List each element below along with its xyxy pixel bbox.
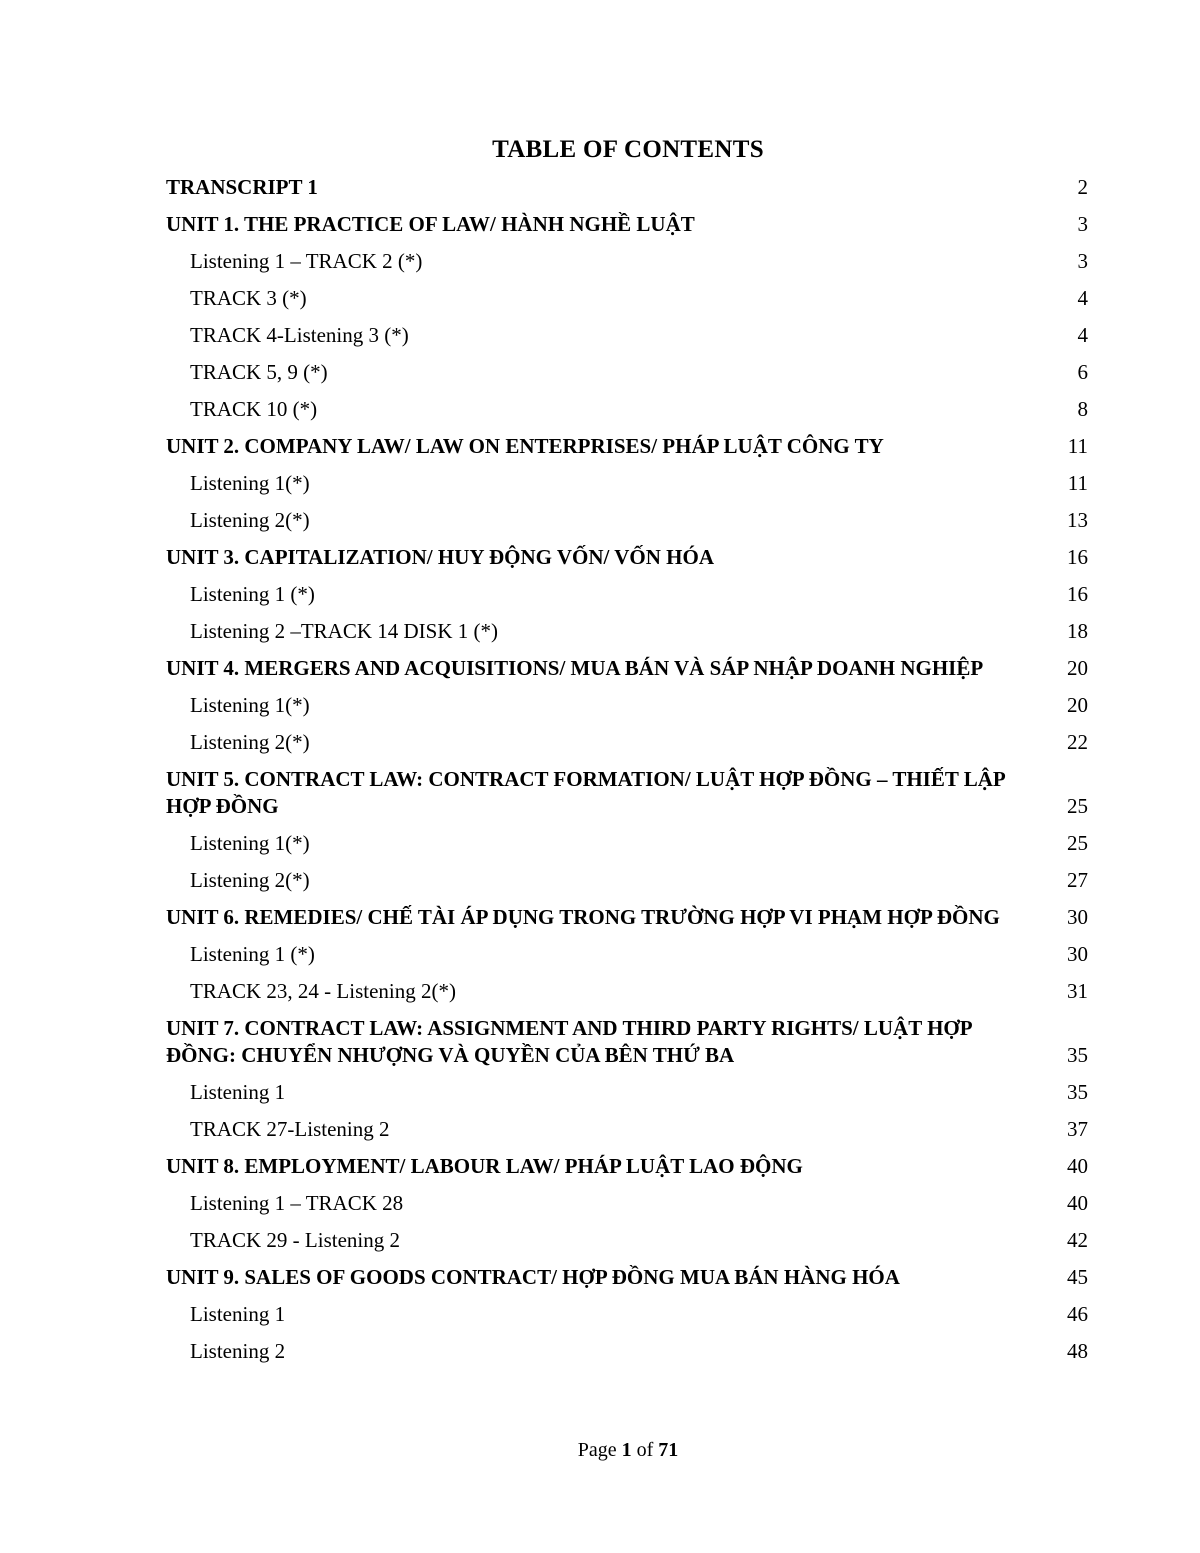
toc-unit-entry[interactable] (166, 170, 1088, 207)
toc-entry-label: Listening 1(*) (190, 693, 310, 717)
toc-dot-leader (166, 1301, 1088, 1328)
toc-dot-leader (166, 1079, 1088, 1106)
toc-page-number: 40 (1067, 1191, 1088, 1215)
toc-page-number: 11 (1067, 434, 1088, 458)
toc-page-number: 13 (1067, 508, 1088, 532)
toc-unit-entry[interactable] (166, 1149, 1088, 1186)
toc-page-number: 30 (1067, 905, 1088, 929)
toc-dot-leader (166, 1338, 1088, 1365)
toc-entry-label: Listening 1(*) (190, 471, 310, 495)
toc-dot-leader (166, 793, 1088, 820)
page-footer (0, 1439, 1200, 1462)
toc-entry-label: TRACK 29 - Listening 2 (190, 1228, 400, 1252)
toc-entry-label: UNIT 5. CONTRACT LAW: CONTRACT FORMATION/ LUẬT HỢP ĐỒNG – THIẾT LẬP HỢP ĐỒNG (166, 767, 1006, 818)
toc-unit-entry[interactable] (166, 900, 1088, 937)
toc-page-number: 2 (1077, 175, 1088, 199)
toc-sub-entry[interactable] (166, 937, 1088, 974)
toc-entry-label: Listening 1 (190, 1302, 286, 1326)
footer-middle: of (631, 1439, 659, 1461)
toc-entry-label: Listening 1 (*) (190, 942, 315, 966)
toc-sub-entry[interactable] (166, 577, 1088, 614)
toc-entry-label: TRACK 3 (*) (190, 286, 307, 310)
toc-sub-entry[interactable] (166, 725, 1088, 762)
toc-page-number: 31 (1067, 979, 1088, 1003)
toc-entry-label: TRACK 4-Listening 3 (*) (190, 323, 409, 347)
toc-entry-label: Listening 1 (*) (190, 582, 315, 606)
toc-page-number: 30 (1067, 942, 1088, 966)
toc-page-number: 35 (1067, 1043, 1088, 1067)
page-title: TABLE OF CONTENTS (492, 136, 764, 163)
toc-entry-label: UNIT 7. CONTRACT LAW: ASSIGNMENT AND THIRD PARTY RIGHTS/ LUẬT HỢP ĐỒNG: CHUYỂN NHƯỢNG VÀ QUYỀN CỦA BÊN THỨ BA (166, 1016, 973, 1067)
toc-page-number: 4 (1077, 323, 1088, 347)
toc-entry-label: UNIT 2. COMPANY LAW/ LAW ON ENTERPRISES/ PHÁP LUẬT CÔNG TY (166, 434, 884, 458)
toc-entry-label: UNIT 8. EMPLOYMENT/ LABOUR LAW/ PHÁP LUẬT LAO ĐỘNG (166, 1154, 803, 1178)
toc-sub-entry[interactable] (166, 466, 1088, 503)
toc-entry-label: TRACK 5, 9 (*) (190, 360, 328, 384)
toc-entry-label: TRACK 10 (*) (190, 397, 318, 421)
toc-entry-label: Listening 2 (190, 1339, 286, 1363)
toc-page-number: 8 (1077, 397, 1088, 421)
toc-unit-entry[interactable] (166, 1011, 1088, 1075)
toc-page-number: 20 (1067, 693, 1088, 717)
toc-page-number: 18 (1067, 619, 1088, 643)
toc-page-number: 48 (1067, 1339, 1088, 1363)
toc-page-number: 6 (1077, 360, 1088, 384)
toc-page-number: 3 (1077, 249, 1088, 273)
toc-sub-entry[interactable] (166, 355, 1088, 392)
toc-entry-label: TRANSCRIPT 1 (166, 175, 318, 199)
toc-entry-label: UNIT 1. THE PRACTICE OF LAW/ HÀNH NGHỀ LUẬT (166, 212, 695, 236)
toc-page-number: 16 (1067, 545, 1088, 569)
toc-sub-entry[interactable] (166, 503, 1088, 540)
toc-unit-entry[interactable] (166, 540, 1088, 577)
toc-unit-entry[interactable] (166, 207, 1088, 244)
toc-entry-label: UNIT 9. SALES OF GOODS CONTRACT/ HỢP ĐỒNG MUA BÁN HÀNG HÓA (166, 1265, 900, 1289)
toc-entry-label: Listening 1(*) (190, 831, 310, 855)
footer-current-page: 1 (621, 1439, 632, 1461)
toc-entry-label: Listening 1 (190, 1080, 286, 1104)
toc-sub-entry[interactable] (166, 1186, 1088, 1223)
toc-sub-entry[interactable] (166, 1334, 1088, 1371)
toc-sub-entry[interactable] (166, 281, 1088, 318)
toc-entry-label: TRACK 23, 24 - Listening 2(*) (190, 979, 456, 1003)
toc-page-number: 37 (1067, 1117, 1088, 1141)
toc-page-number: 46 (1067, 1302, 1088, 1326)
toc-sub-entry[interactable] (166, 614, 1088, 651)
footer-prefix: Page (577, 1439, 622, 1461)
toc-page-number: 3 (1077, 212, 1088, 236)
toc-page-number: 11 (1067, 471, 1088, 495)
toc-page-number: 35 (1067, 1080, 1088, 1104)
toc-entry-label: Listening 2(*) (190, 508, 310, 532)
toc-page-number: 4 (1077, 286, 1088, 310)
toc-unit-entry[interactable] (166, 429, 1088, 466)
toc-entry-label: Listening 2 –TRACK 14 DISK 1 (*) (190, 619, 498, 643)
toc-sub-entry[interactable] (166, 392, 1088, 429)
toc-list (166, 170, 1088, 1371)
toc-sub-entry[interactable] (166, 688, 1088, 725)
toc-sub-entry[interactable] (166, 1075, 1088, 1112)
toc-entry-label: Listening 1 – TRACK 28 (190, 1191, 404, 1215)
toc-sub-entry[interactable] (166, 1297, 1088, 1334)
toc-sub-entry[interactable] (166, 318, 1088, 355)
toc-unit-entry[interactable] (166, 651, 1088, 688)
toc-sub-entry[interactable] (166, 1112, 1088, 1149)
toc-entry-label: UNIT 3. CAPITALIZATION/ HUY ĐỘNG VỐN/ VỐN HÓA (166, 545, 715, 569)
toc-entry-label: Listening 2(*) (190, 730, 310, 754)
toc-entry-label: UNIT 6. REMEDIES/ CHẾ TÀI ÁP DỤNG TRONG TRƯỜNG HỢP VI PHẠM HỢP ĐỒNG (166, 905, 1000, 929)
toc-sub-entry[interactable] (166, 974, 1088, 1011)
toc-unit-entry[interactable] (166, 762, 1088, 826)
toc-entry-label: Listening 2(*) (190, 868, 310, 892)
toc-page-number: 45 (1067, 1265, 1088, 1289)
toc-sub-entry[interactable] (166, 1223, 1088, 1260)
toc-page-number: 22 (1067, 730, 1088, 754)
toc-page-number: 27 (1067, 868, 1088, 892)
footer-total-pages: 71 (658, 1439, 679, 1461)
toc-sub-entry[interactable] (166, 826, 1088, 863)
toc-entry-label: TRACK 27-Listening 2 (190, 1117, 390, 1141)
toc-page-number: 16 (1067, 582, 1088, 606)
toc-entry-label: Listening 1 – TRACK 2 (*) (190, 249, 423, 273)
toc-unit-entry[interactable] (166, 1260, 1088, 1297)
toc-sub-entry[interactable] (166, 863, 1088, 900)
toc-page-number: 40 (1067, 1154, 1088, 1178)
toc-sub-entry[interactable] (166, 244, 1088, 281)
toc-page-number: 42 (1067, 1228, 1088, 1252)
toc-page-number: 25 (1067, 831, 1088, 855)
toc-page-number: 25 (1067, 794, 1088, 818)
toc-page-number: 20 (1067, 656, 1088, 680)
toc-entry-label: UNIT 4. MERGERS AND ACQUISITIONS/ MUA BÁN VÀ SÁP NHẬP DOANH NGHIỆP (166, 656, 984, 680)
